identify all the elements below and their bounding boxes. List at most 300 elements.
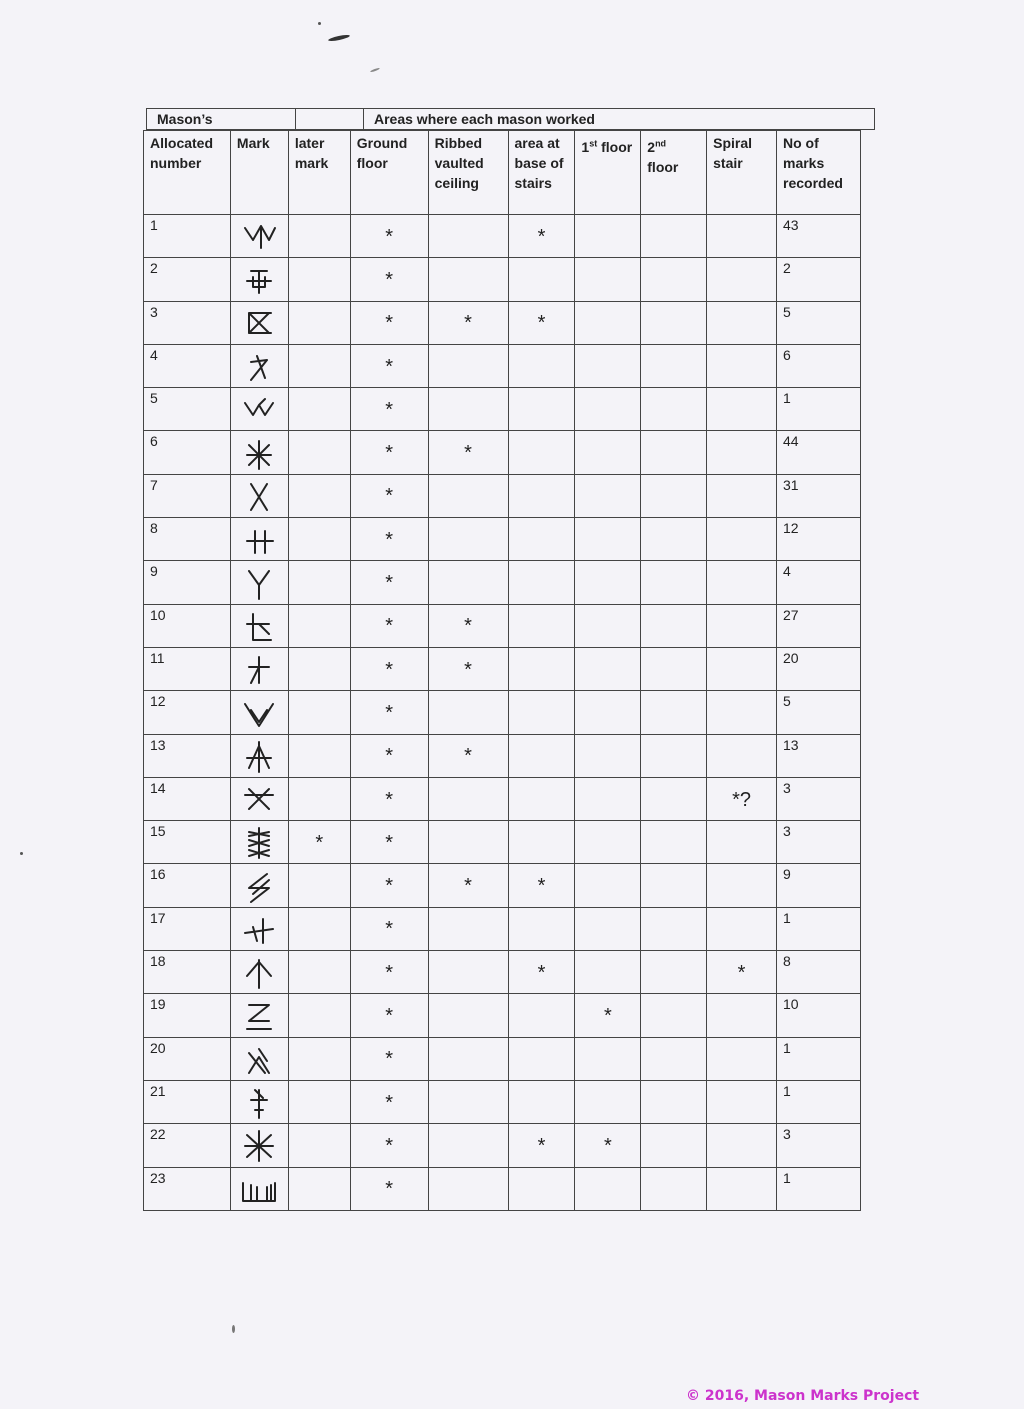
second-floor-cell — [641, 647, 707, 690]
table-row — [144, 907, 861, 950]
second-floor-cell — [641, 301, 707, 344]
later-mark-cell — [288, 1037, 350, 1080]
table-row — [144, 388, 861, 431]
spiral-stair-cell — [707, 1167, 777, 1210]
mason-mark-cell — [230, 431, 288, 474]
paper-speck — [328, 34, 350, 42]
base-of-stairs-cell — [508, 1080, 575, 1123]
masons-header — [146, 108, 296, 130]
spiral-stair-cell — [707, 431, 777, 474]
allocated-number-cell: 14 — [144, 777, 231, 820]
allocated-number-cell: 15 — [144, 821, 231, 864]
later-mark-cell — [288, 951, 350, 994]
base-of-stairs-cell — [508, 518, 575, 561]
later-mark-cell — [288, 258, 350, 301]
spiral-stair-cell — [707, 907, 777, 950]
spiral-stair-cell — [707, 604, 777, 647]
ground-floor-cell: * — [350, 431, 428, 474]
second-floor-cell — [641, 604, 707, 647]
marks-recorded-cell: 8 — [777, 951, 861, 994]
mason-mark-glyph — [239, 437, 279, 471]
mason-mark-glyph — [239, 263, 279, 297]
first-floor-cell — [575, 301, 641, 344]
ribbed-ceiling-cell — [428, 1124, 508, 1167]
first-floor-cell: * — [575, 994, 641, 1037]
spiral-stair-cell — [707, 561, 777, 604]
first-floor-cell — [575, 821, 641, 864]
allocated-number-cell: 17 — [144, 907, 231, 950]
first-floor-cell — [575, 518, 641, 561]
base-of-stairs-cell — [508, 734, 575, 777]
mason-mark-glyph — [239, 999, 279, 1033]
paper-speck — [318, 22, 321, 25]
ribbed-ceiling-cell: * — [428, 431, 508, 474]
later-mark-cell — [288, 344, 350, 387]
later-mark-cell — [288, 431, 350, 474]
later-mark-cell — [288, 388, 350, 431]
mason-mark-cell — [230, 777, 288, 820]
base-of-stairs-cell — [508, 474, 575, 517]
ground-floor-cell: * — [350, 344, 428, 387]
table-row — [144, 1037, 861, 1080]
base-of-stairs-cell — [508, 777, 575, 820]
marks-recorded-cell: 1 — [777, 907, 861, 950]
later-mark-cell — [288, 301, 350, 344]
ribbed-ceiling-cell — [428, 258, 508, 301]
mason-marks-table — [143, 108, 861, 1211]
mason-mark-cell — [230, 951, 288, 994]
ribbed-ceiling-cell — [428, 777, 508, 820]
ribbed-ceiling-cell: * — [428, 734, 508, 777]
first-floor-cell — [575, 431, 641, 474]
first-floor-cell — [575, 1037, 641, 1080]
base-of-stairs-cell — [508, 604, 575, 647]
ground-floor-cell: * — [350, 301, 428, 344]
second-floor-cell — [641, 907, 707, 950]
areas-label: Areas where each mason worked — [374, 111, 595, 127]
marks-recorded-cell: 1 — [777, 1080, 861, 1123]
mason-mark-cell — [230, 1167, 288, 1210]
marks-recorded-cell: 31 — [777, 474, 861, 517]
later-mark-cell — [288, 647, 350, 690]
col-ground-floor: Ground floor — [350, 131, 428, 215]
table-row — [144, 1124, 861, 1167]
table-row — [144, 474, 861, 517]
mason-mark-cell — [230, 994, 288, 1037]
mason-mark-cell — [230, 301, 288, 344]
allocated-number-cell: 22 — [144, 1124, 231, 1167]
col-second-floor: 2nd floor — [641, 131, 707, 215]
ground-floor-cell: * — [350, 691, 428, 734]
table-row — [144, 344, 861, 387]
mason-mark-cell — [230, 691, 288, 734]
mason-mark-glyph — [239, 696, 279, 730]
second-floor-cell — [641, 431, 707, 474]
mason-mark-cell — [230, 344, 288, 387]
ground-floor-cell: * — [350, 864, 428, 907]
ribbed-ceiling-cell — [428, 951, 508, 994]
allocated-number-cell: 16 — [144, 864, 231, 907]
spiral-stair-cell — [707, 1124, 777, 1167]
col-marks-recorded: No of marks recorded — [777, 131, 861, 215]
ground-floor-cell: * — [350, 215, 428, 258]
second-floor-cell — [641, 388, 707, 431]
mason-mark-cell — [230, 734, 288, 777]
mason-mark-cell — [230, 518, 288, 561]
copyright-notice: © 2016, Mason Marks Project — [686, 1388, 920, 1404]
base-of-stairs-cell — [508, 344, 575, 387]
ground-floor-cell: * — [350, 647, 428, 690]
spiral-stair-cell — [707, 994, 777, 1037]
first-floor-cell — [575, 647, 641, 690]
later-mark-cell — [288, 604, 350, 647]
marks-recorded-cell: 10 — [777, 994, 861, 1037]
mason-mark-glyph — [239, 1129, 279, 1163]
first-floor-cell — [575, 951, 641, 994]
second-floor-cell — [641, 1037, 707, 1080]
ribbed-ceiling-cell — [428, 344, 508, 387]
mason-mark-cell — [230, 474, 288, 517]
marks-recorded-cell: 3 — [777, 777, 861, 820]
base-of-stairs-cell — [508, 691, 575, 734]
col-base-of-stairs: area at base of stairs — [508, 131, 575, 215]
mason-mark-glyph — [239, 653, 279, 687]
paper-speck — [20, 852, 23, 855]
second-floor-cell — [641, 474, 707, 517]
ground-floor-cell: * — [350, 1080, 428, 1123]
marks-recorded-cell: 20 — [777, 647, 861, 690]
base-of-stairs-cell — [508, 431, 575, 474]
marks-recorded-cell: 1 — [777, 1167, 861, 1210]
base-of-stairs-cell — [508, 258, 575, 301]
marks-recorded-cell: 6 — [777, 344, 861, 387]
base-of-stairs-cell — [508, 821, 575, 864]
ground-floor-cell: * — [350, 1124, 428, 1167]
later-mark-cell — [288, 518, 350, 561]
first-floor-cell — [575, 691, 641, 734]
first-floor-cell — [575, 907, 641, 950]
base-of-stairs-cell: * — [508, 215, 575, 258]
table-row — [144, 301, 861, 344]
mason-mark-glyph — [239, 480, 279, 514]
ground-floor-cell: * — [350, 907, 428, 950]
first-floor-cell — [575, 734, 641, 777]
mason-mark-cell — [230, 1124, 288, 1167]
mason-mark-cell — [230, 561, 288, 604]
spiral-stair-cell: *? — [707, 777, 777, 820]
ground-floor-cell: * — [350, 561, 428, 604]
later-mark-cell — [288, 777, 350, 820]
table-row — [144, 258, 861, 301]
ground-floor-cell: * — [350, 518, 428, 561]
ground-floor-cell: * — [350, 258, 428, 301]
mason-mark-glyph — [239, 783, 279, 817]
base-of-stairs-cell: * — [508, 864, 575, 907]
mason-mark-cell — [230, 907, 288, 950]
mason-mark-glyph — [239, 350, 279, 384]
marks-recorded-cell: 4 — [777, 561, 861, 604]
ground-floor-cell: * — [350, 734, 428, 777]
second-floor-cell — [641, 258, 707, 301]
first-floor-cell — [575, 561, 641, 604]
later-mark-cell: * — [288, 821, 350, 864]
marks-recorded-cell: 1 — [777, 388, 861, 431]
allocated-number-cell: 5 — [144, 388, 231, 431]
allocated-number-cell: 21 — [144, 1080, 231, 1123]
allocated-number-cell: 2 — [144, 258, 231, 301]
spiral-stair-cell — [707, 647, 777, 690]
table-row — [144, 1080, 861, 1123]
base-of-stairs-cell — [508, 561, 575, 604]
table-row — [144, 821, 861, 864]
spiral-stair-cell — [707, 518, 777, 561]
allocated-number-cell: 18 — [144, 951, 231, 994]
ribbed-ceiling-cell — [428, 691, 508, 734]
later-mark-cell — [288, 864, 350, 907]
first-floor-cell — [575, 258, 641, 301]
second-floor-cell — [641, 518, 707, 561]
col-allocated-number: Allocated number — [144, 131, 231, 215]
mason-mark-glyph — [239, 740, 279, 774]
second-floor-cell — [641, 821, 707, 864]
header-row-top — [143, 108, 861, 130]
second-floor-cell — [641, 561, 707, 604]
mason-mark-glyph — [239, 220, 279, 254]
base-of-stairs-cell: * — [508, 1124, 575, 1167]
spiral-stair-cell — [707, 734, 777, 777]
later-mark-cell — [288, 1080, 350, 1123]
table-row — [144, 951, 861, 994]
allocated-number-cell: 7 — [144, 474, 231, 517]
first-floor-cell — [575, 777, 641, 820]
allocated-number-cell: 12 — [144, 691, 231, 734]
later-mark-cell — [288, 907, 350, 950]
ground-floor-cell: * — [350, 1167, 428, 1210]
mason-mark-glyph — [239, 393, 279, 427]
first-floor-cell: * — [575, 1124, 641, 1167]
first-floor-cell — [575, 604, 641, 647]
ground-floor-cell: * — [350, 821, 428, 864]
spiral-stair-cell — [707, 344, 777, 387]
ground-floor-cell: * — [350, 994, 428, 1037]
allocated-number-cell: 23 — [144, 1167, 231, 1210]
base-of-stairs-cell: * — [508, 951, 575, 994]
mason-mark-glyph — [239, 826, 279, 860]
second-floor-cell — [641, 994, 707, 1037]
marks-recorded-cell: 3 — [777, 821, 861, 864]
ground-floor-cell: * — [350, 1037, 428, 1080]
table-row — [144, 431, 861, 474]
first-floor-cell — [575, 388, 641, 431]
base-of-stairs-cell: * — [508, 301, 575, 344]
allocated-number-cell: 3 — [144, 301, 231, 344]
paper-speck — [232, 1325, 235, 1333]
mason-mark-glyph — [239, 523, 279, 557]
ribbed-ceiling-cell: * — [428, 864, 508, 907]
later-mark-cell — [288, 1124, 350, 1167]
later-mark-cell — [288, 691, 350, 734]
second-floor-cell — [641, 1080, 707, 1123]
mason-mark-cell — [230, 864, 288, 907]
table-row — [144, 734, 861, 777]
allocated-number-cell: 6 — [144, 431, 231, 474]
base-of-stairs-cell — [508, 907, 575, 950]
marks-recorded-cell: 5 — [777, 691, 861, 734]
ribbed-ceiling-cell — [428, 561, 508, 604]
col-first-floor: 1st floor — [575, 131, 641, 215]
spiral-stair-cell: * — [707, 951, 777, 994]
first-floor-cell — [575, 474, 641, 517]
spiral-stair-cell — [707, 691, 777, 734]
table-row — [144, 518, 861, 561]
spiral-stair-cell — [707, 215, 777, 258]
ground-floor-cell: * — [350, 474, 428, 517]
mason-mark-cell — [230, 258, 288, 301]
base-of-stairs-cell — [508, 647, 575, 690]
paper-speck — [370, 67, 380, 72]
first-floor-cell — [575, 864, 641, 907]
second-floor-cell — [641, 777, 707, 820]
marks-table — [143, 130, 861, 1211]
base-of-stairs-cell — [508, 994, 575, 1037]
later-mark-cell — [288, 215, 350, 258]
spiral-stair-cell — [707, 301, 777, 344]
ribbed-ceiling-cell — [428, 994, 508, 1037]
col-later-mark: later mark — [288, 131, 350, 215]
mason-mark-cell — [230, 1037, 288, 1080]
marks-recorded-cell: 13 — [777, 734, 861, 777]
spiral-stair-cell — [707, 1080, 777, 1123]
second-floor-cell — [641, 691, 707, 734]
base-of-stairs-cell — [508, 1037, 575, 1080]
marks-recorded-cell: 43 — [777, 215, 861, 258]
allocated-number-cell: 1 — [144, 215, 231, 258]
marks-recorded-cell: 3 — [777, 1124, 861, 1167]
first-floor-cell — [575, 1080, 641, 1123]
mason-mark-glyph — [239, 913, 279, 947]
allocated-number-cell: 4 — [144, 344, 231, 387]
blank-header-cell — [293, 108, 364, 130]
masons-label: Mason’s — [157, 111, 213, 127]
spiral-stair-cell — [707, 388, 777, 431]
spiral-stair-cell — [707, 258, 777, 301]
first-floor-cell — [575, 344, 641, 387]
spiral-stair-cell — [707, 474, 777, 517]
later-mark-cell — [288, 561, 350, 604]
ribbed-ceiling-cell — [428, 474, 508, 517]
areas-header — [363, 108, 875, 130]
marks-recorded-cell: 1 — [777, 1037, 861, 1080]
table-row — [144, 561, 861, 604]
mason-mark-cell — [230, 1080, 288, 1123]
mason-mark-cell — [230, 388, 288, 431]
second-floor-cell — [641, 1124, 707, 1167]
first-floor-cell — [575, 1167, 641, 1210]
first-floor-cell — [575, 215, 641, 258]
second-floor-cell — [641, 215, 707, 258]
ribbed-ceiling-cell: * — [428, 604, 508, 647]
spiral-stair-cell — [707, 821, 777, 864]
col-spiral-stair: Spiral stair — [707, 131, 777, 215]
col-ribbed-vaulted-ceiling: Ribbed vaulted ceiling — [428, 131, 508, 215]
allocated-number-cell: 11 — [144, 647, 231, 690]
ribbed-ceiling-cell — [428, 821, 508, 864]
table-row — [144, 777, 861, 820]
mason-mark-cell — [230, 821, 288, 864]
mason-mark-glyph — [239, 307, 279, 341]
second-floor-cell — [641, 951, 707, 994]
later-mark-cell — [288, 994, 350, 1037]
table-row — [144, 691, 861, 734]
marks-recorded-cell: 9 — [777, 864, 861, 907]
mason-mark-cell — [230, 215, 288, 258]
table-row — [144, 647, 861, 690]
allocated-number-cell: 13 — [144, 734, 231, 777]
base-of-stairs-cell — [508, 388, 575, 431]
ribbed-ceiling-cell — [428, 907, 508, 950]
ground-floor-cell: * — [350, 777, 428, 820]
allocated-number-cell: 20 — [144, 1037, 231, 1080]
ribbed-ceiling-cell — [428, 215, 508, 258]
mason-mark-cell — [230, 604, 288, 647]
spiral-stair-cell — [707, 1037, 777, 1080]
mason-mark-glyph — [239, 1086, 279, 1120]
ribbed-ceiling-cell: * — [428, 647, 508, 690]
ribbed-ceiling-cell — [428, 1167, 508, 1210]
later-mark-cell — [288, 1167, 350, 1210]
later-mark-cell — [288, 734, 350, 777]
allocated-number-cell: 9 — [144, 561, 231, 604]
marks-recorded-cell: 12 — [777, 518, 861, 561]
table-row — [144, 864, 861, 907]
marks-recorded-cell: 27 — [777, 604, 861, 647]
second-floor-cell — [641, 734, 707, 777]
mason-mark-glyph — [239, 610, 279, 644]
allocated-number-cell: 8 — [144, 518, 231, 561]
second-floor-cell — [641, 864, 707, 907]
mason-mark-glyph — [239, 870, 279, 904]
mason-mark-cell — [230, 647, 288, 690]
table-row — [144, 994, 861, 1037]
marks-recorded-cell: 44 — [777, 431, 861, 474]
mason-mark-glyph — [239, 1173, 279, 1207]
base-of-stairs-cell — [508, 1167, 575, 1210]
ribbed-ceiling-cell: * — [428, 301, 508, 344]
ribbed-ceiling-cell — [428, 518, 508, 561]
later-mark-cell — [288, 474, 350, 517]
second-floor-cell — [641, 344, 707, 387]
ground-floor-cell: * — [350, 604, 428, 647]
table-row — [144, 1167, 861, 1210]
marks-recorded-cell: 2 — [777, 258, 861, 301]
allocated-number-cell: 10 — [144, 604, 231, 647]
table-row — [144, 215, 861, 258]
allocated-number-cell: 19 — [144, 994, 231, 1037]
ground-floor-cell: * — [350, 951, 428, 994]
mason-mark-glyph — [239, 1043, 279, 1077]
ground-floor-cell: * — [350, 388, 428, 431]
col-mark: Mark — [230, 131, 288, 215]
spiral-stair-cell — [707, 864, 777, 907]
mason-mark-glyph — [239, 956, 279, 990]
mason-mark-glyph — [239, 567, 279, 601]
second-floor-cell — [641, 1167, 707, 1210]
ribbed-ceiling-cell — [428, 1080, 508, 1123]
ribbed-ceiling-cell — [428, 388, 508, 431]
marks-recorded-cell: 5 — [777, 301, 861, 344]
table-row — [144, 604, 861, 647]
column-header-row — [144, 131, 861, 215]
